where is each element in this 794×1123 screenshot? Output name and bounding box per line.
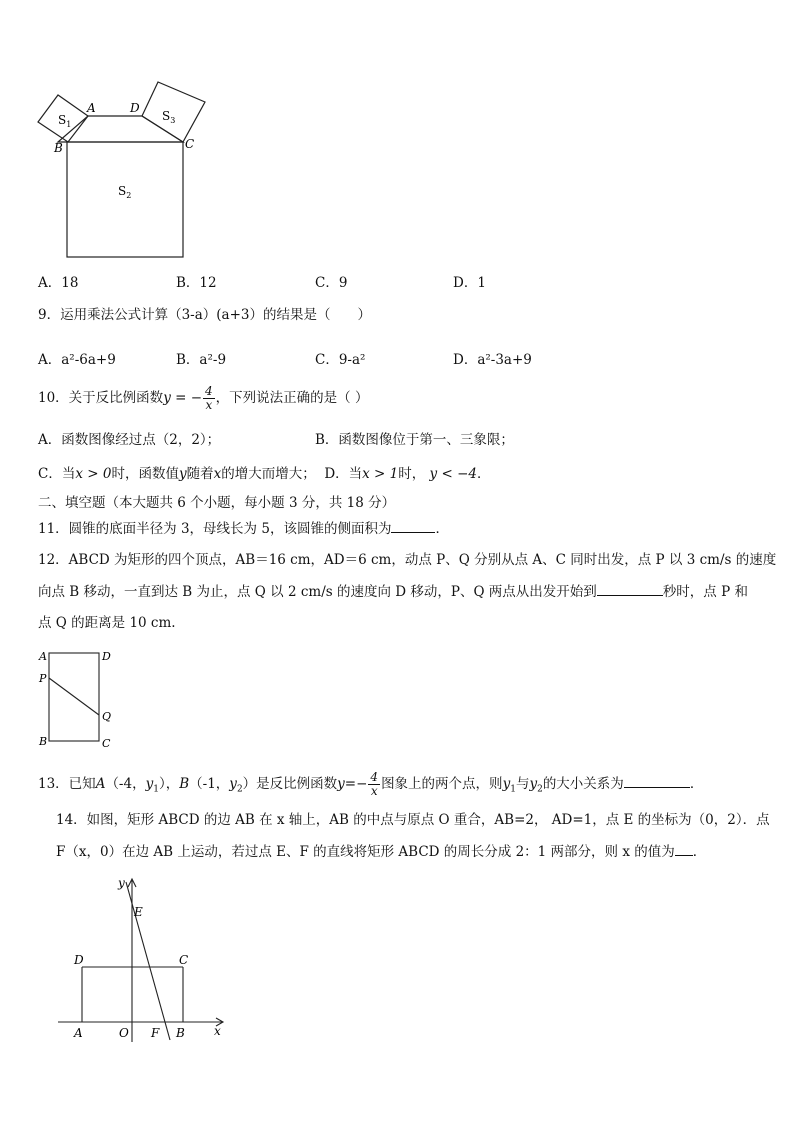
line-ef xyxy=(126,882,170,1040)
label-D: D xyxy=(102,650,111,663)
label-D: D xyxy=(130,101,140,115)
q12-line1: 12．ABCD 为矩形的四个顶点，AB＝16 cm，AD＝6 cm，动点 P、Q 分别从点 A、C 同时出发，点 P 以 3 cm/s 的速度 xyxy=(38,552,777,568)
label-S3: $S_3$ xyxy=(162,109,176,125)
q11-answer-blank[interactable] xyxy=(391,520,435,533)
label-A: A xyxy=(74,1026,83,1040)
label-B: B xyxy=(54,141,63,155)
label-C: C xyxy=(185,137,195,151)
q10-option-b: B．函数图像位于第一、三象限； xyxy=(315,432,514,448)
q12-line3: 点 Q 的距离是 10 cm. xyxy=(38,615,176,631)
label-E: E xyxy=(134,905,143,919)
q12-answer-blank[interactable] xyxy=(597,583,663,596)
label-S1: $S_1$ xyxy=(58,113,72,129)
label-B: B xyxy=(176,1026,185,1040)
label-S2: $S_2$ xyxy=(118,184,132,200)
q8-option-a: A．18 xyxy=(38,275,79,291)
q10-stem: 10．关于反比例函数y = − $\frac{4}{x}$ ，下列说法正确的是（ ） xyxy=(38,384,369,412)
q9-option-c: C．9-a² xyxy=(315,352,366,368)
q8-option-c: C．9 xyxy=(315,275,348,291)
q10-option-a: A．函数图像经过点（2，2）； xyxy=(38,432,221,448)
q10-options-cd: C．当x > 0时，函数值y随着x的增大而增大； D．当x > 1时， y < −4． xyxy=(38,466,491,482)
q14-line1: 14．如图，矩形 ABCD 的边 AB 在 x 轴上，AB 的中点与原点 O 重合，AB=2， AD=1，点 E 的坐标为（0，2）．点 xyxy=(56,812,770,828)
label-x: x xyxy=(214,1024,221,1038)
q13-stem: 13．已知A（-4，$y_1$），B（-1，$y_2$）是反比例函数y=− $\frac{4}{x}$ 图象上的两个点，则$y_1$与$y_2$的大小关系为 ． xyxy=(38,770,704,798)
label-C: C xyxy=(102,737,111,750)
q9-option-b: B．a²-9 xyxy=(176,352,227,368)
q13-answer-blank[interactable] xyxy=(624,775,690,788)
q9-option-d: D．a²-3a+9 xyxy=(453,352,532,368)
figure-rectangle-pq xyxy=(36,645,126,753)
q8-option-d: D．1 xyxy=(453,275,486,291)
label-A: A xyxy=(39,650,47,663)
q9-stem: 9．运用乘法公式计算（3-a）(a+3）的结果是（ ） xyxy=(38,307,372,323)
label-Q: Q xyxy=(102,710,112,723)
square-s3 xyxy=(142,82,205,142)
figure-coordinate-rectangle xyxy=(50,870,240,1045)
q14-line2: F（x，0）在边 AB 上运动，若过点 E、F 的直线将矩形 ABCD 的周长分成 2：1 两部分，则 x 的值为 ． xyxy=(56,844,707,860)
section-fill-in-title: 二、填空题（本大题共 6 个小题，每小题 3 分，共 18 分） xyxy=(38,495,396,511)
q11-stem: 11．圆锥的底面半径为 3，母线长为 5，该圆锥的侧面积为 ． xyxy=(38,521,449,537)
q13-fraction: $\frac{4}{x}$ xyxy=(370,770,379,798)
label-D: D xyxy=(74,953,84,967)
q12-line2: 向点 B 移动，一直到达 B 为止，点 Q 以 2 cm/s 的速度向 D 移动，P、Q 两点从出发开始到 秒时，点 P 和 xyxy=(38,584,748,600)
figure-squares xyxy=(30,70,230,265)
label-B: B xyxy=(39,735,48,748)
label-A: A xyxy=(87,101,96,115)
q10-fraction: $\frac{4}{x}$ xyxy=(205,384,213,412)
label-y: y xyxy=(118,876,125,890)
label-P: P xyxy=(39,672,47,685)
q14-answer-blank[interactable] xyxy=(675,843,693,856)
label-F: F xyxy=(151,1026,160,1040)
q9-option-a: A．a²-6a+9 xyxy=(38,352,116,368)
square-s2 xyxy=(67,142,183,257)
label-C: C xyxy=(179,953,189,967)
q8-option-b: B．12 xyxy=(176,275,217,291)
label-O: O xyxy=(119,1026,129,1040)
